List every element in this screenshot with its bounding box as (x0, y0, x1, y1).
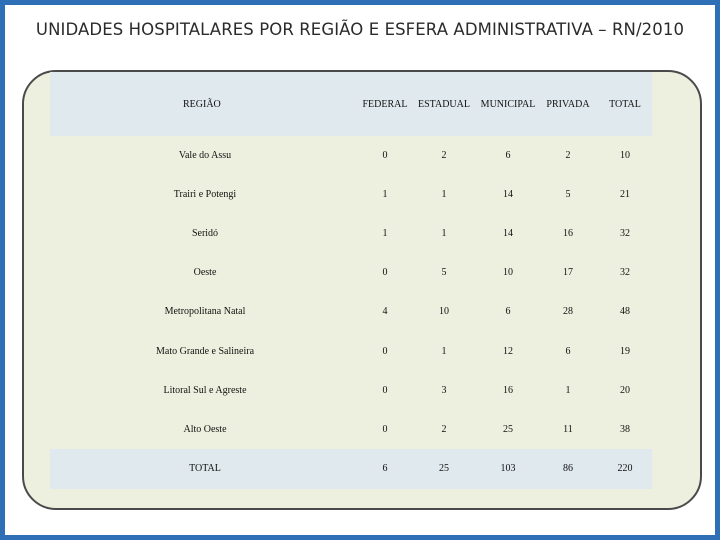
cell-privada: 6 (565, 345, 571, 357)
cell-total: 220 (617, 462, 633, 474)
cell-regiao: Trairi e Potengi (173, 189, 237, 201)
cell-federal: 4 (382, 306, 388, 318)
cell-estadual: 1 (441, 189, 447, 201)
header-total: TOTAL (609, 98, 641, 110)
cell-municipal: 25 (503, 423, 513, 435)
cell-federal: 0 (382, 345, 388, 357)
cell-municipal: 10 (503, 267, 513, 279)
cell-privada: 2 (565, 150, 571, 162)
cell-federal: 1 (382, 189, 388, 201)
table-row-total (50, 449, 652, 488)
cell-regiao: Vale do Assu (178, 150, 232, 162)
cell-regiao: Oeste (193, 267, 217, 279)
cell-federal: 0 (382, 423, 388, 435)
cell-federal: 6 (382, 462, 388, 474)
cell-estadual: 10 (439, 306, 449, 318)
table-row (50, 253, 652, 292)
cell-estadual: 5 (441, 267, 447, 279)
cell-privada: 5 (565, 189, 571, 201)
hospital-units-table (50, 72, 652, 488)
cell-municipal: 14 (503, 228, 513, 240)
cell-estadual: 2 (441, 423, 447, 435)
table-header-row (50, 72, 652, 136)
cell-total: 10 (620, 150, 630, 162)
cell-municipal: 12 (503, 345, 513, 357)
table-row (50, 371, 652, 410)
cell-privada: 16 (563, 228, 573, 240)
cell-total: 38 (620, 423, 630, 435)
cell-total: 48 (620, 306, 630, 318)
table-row (50, 410, 652, 449)
cell-estadual: 1 (441, 345, 447, 357)
cell-privada: 11 (563, 423, 573, 435)
cell-municipal: 6 (505, 306, 511, 318)
slide-title: UNIDADES HOSPITALARES POR REGIÃO E ESFERA ADMINISTRATIVA – RN/2010 (35, 20, 685, 39)
table-row (50, 136, 652, 175)
cell-municipal: 16 (503, 384, 513, 396)
cell-regiao: Mato Grande e Salineira (155, 345, 255, 357)
header-municipal: MUNICIPAL (480, 98, 536, 110)
cell-federal: 0 (382, 267, 388, 279)
cell-total: 20 (620, 384, 630, 396)
cell-municipal: 6 (505, 150, 511, 162)
cell-federal: 0 (382, 150, 388, 162)
table-row (50, 214, 652, 253)
cell-privada: 28 (563, 306, 573, 318)
cell-privada: 86 (563, 462, 573, 474)
table-row (50, 175, 652, 214)
cell-estadual: 3 (441, 384, 447, 396)
cell-total: 32 (620, 267, 630, 279)
cell-federal: 0 (382, 384, 388, 396)
cell-estadual: 1 (441, 228, 447, 240)
table-row (50, 292, 652, 331)
cell-regiao: Alto Oeste (183, 423, 227, 435)
cell-regiao: TOTAL (189, 462, 221, 474)
cell-regiao: Metropolitana Natal (164, 306, 246, 318)
cell-estadual: 25 (439, 462, 449, 474)
cell-total: 19 (620, 345, 630, 357)
cell-privada: 1 (565, 384, 571, 396)
cell-regiao: Seridó (191, 228, 219, 240)
header-estadual: ESTADUAL (418, 98, 470, 110)
header-federal: FEDERAL (362, 98, 408, 110)
cell-federal: 1 (382, 228, 388, 240)
cell-municipal: 103 (500, 462, 516, 474)
table-row (50, 331, 652, 370)
header-privada: PRIVADA (546, 98, 590, 110)
cell-privada: 17 (563, 267, 573, 279)
cell-total: 32 (620, 228, 630, 240)
cell-regiao: Litoral Sul e Agreste (163, 384, 247, 396)
cell-total: 21 (620, 189, 630, 201)
cell-municipal: 14 (503, 189, 513, 201)
cell-estadual: 2 (441, 150, 447, 162)
header-regiao: REGIÃO (183, 98, 221, 110)
